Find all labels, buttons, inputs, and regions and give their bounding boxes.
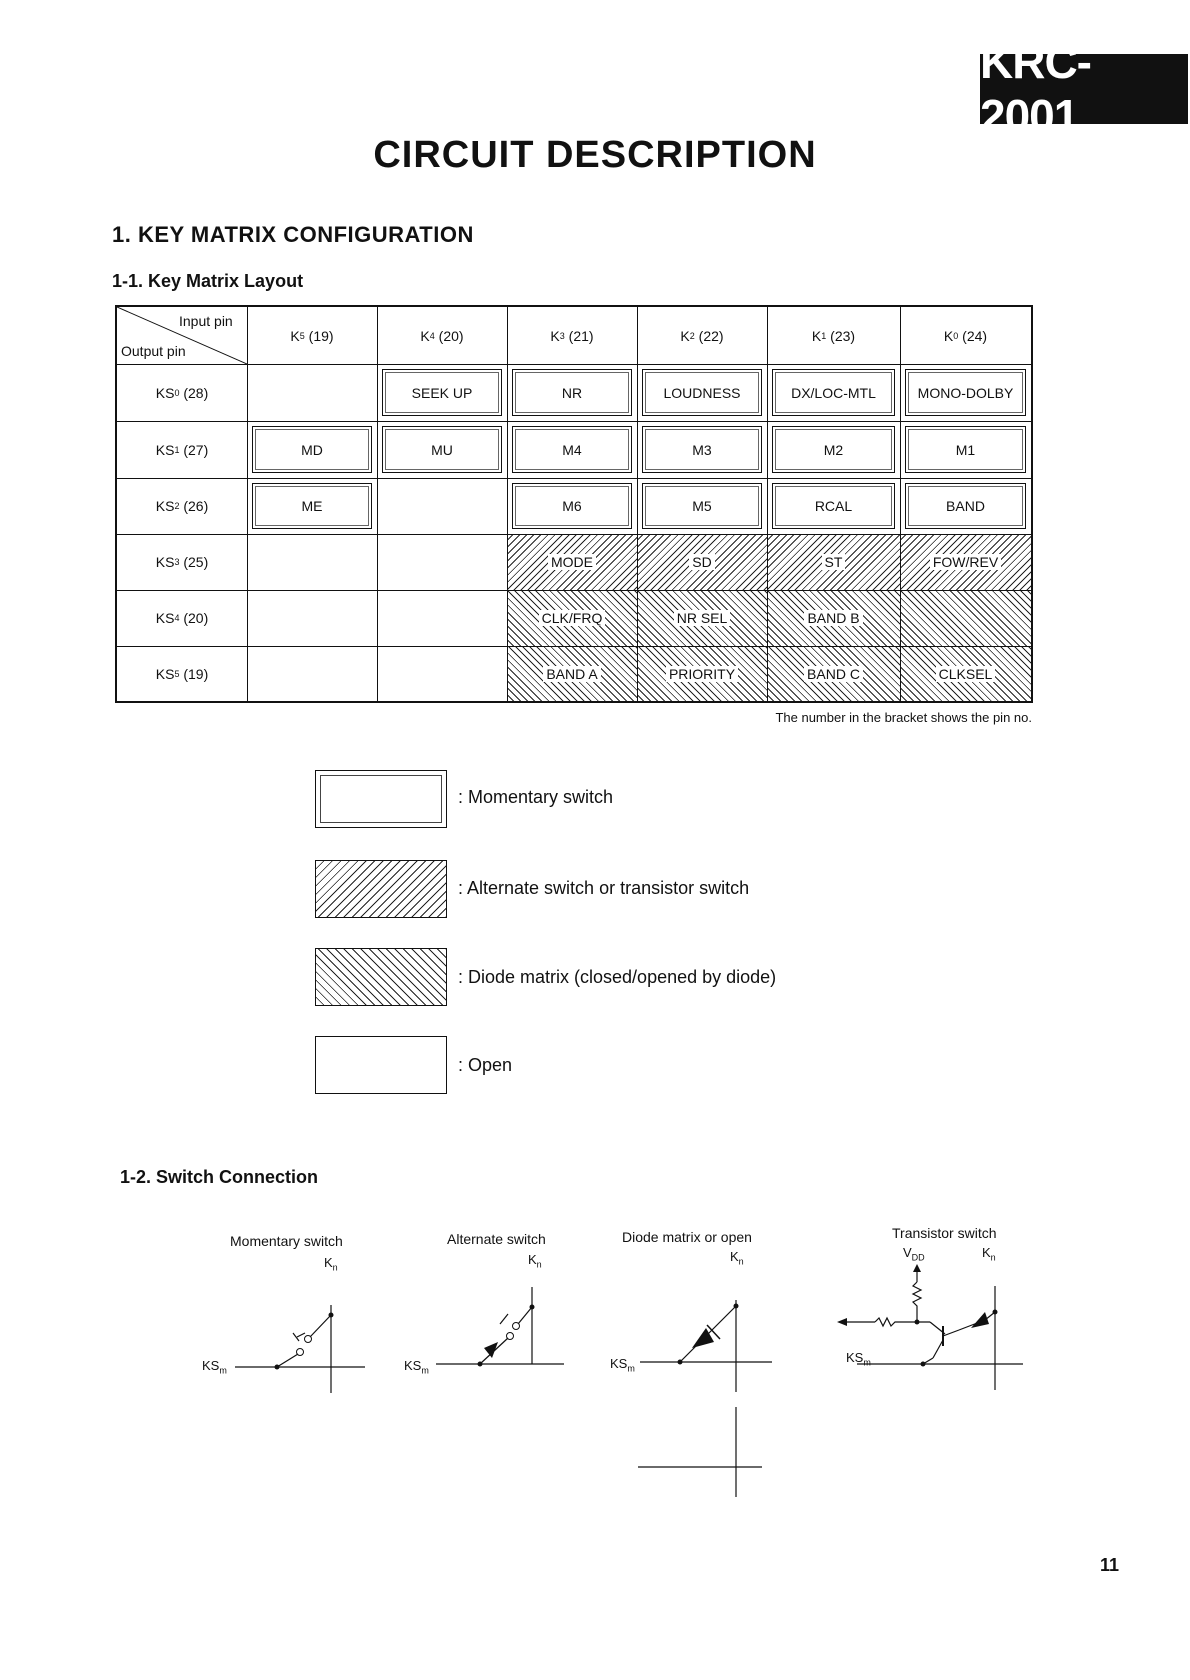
column-sub: 2 xyxy=(689,330,695,341)
matrix-cell-diode xyxy=(900,646,1031,701)
matrix-cell-label: BAND B xyxy=(804,610,862,626)
open-schematic xyxy=(636,1405,766,1500)
ksm-text: KS xyxy=(846,1350,864,1365)
row-header-ks5 xyxy=(117,646,247,701)
grid-line xyxy=(247,307,248,701)
matrix-cell-label: SD xyxy=(689,554,714,570)
diode-kn-label xyxy=(730,1249,744,1267)
transistor-vdd-label xyxy=(903,1245,925,1263)
switch-connection-heading: 1-2. Switch Connection xyxy=(120,1167,319,1187)
vdd-sub: DD xyxy=(911,1252,925,1263)
column-name: K xyxy=(420,327,430,344)
alternate-diagram-title: Alternate switch xyxy=(447,1231,546,1247)
column-pin: (21) xyxy=(568,327,594,344)
matrix-cell-label: ST xyxy=(822,554,846,570)
matrix-cell-momentary xyxy=(512,369,632,416)
ksm-text: KS xyxy=(610,1356,628,1371)
matrix-cell-diode xyxy=(767,590,900,646)
matrix-cell-diode xyxy=(900,590,1031,646)
column-name: K xyxy=(290,327,300,344)
matrix-cell-label: MONO-DOLBY xyxy=(917,384,1014,401)
column-sub: 5 xyxy=(299,330,305,341)
matrix-cell-label: MD xyxy=(301,441,323,458)
corner-input-label: Input pin xyxy=(179,313,233,329)
matrix-cell-label: M5 xyxy=(692,498,712,514)
grid-line xyxy=(637,307,638,701)
row-sub: 1 xyxy=(174,444,180,455)
alternate-switch-schematic xyxy=(436,1272,568,1392)
matrix-cell-diode xyxy=(637,590,767,646)
matrix-cell-label: BAND C xyxy=(804,666,863,682)
row-sub: 2 xyxy=(174,501,180,511)
ksm-sub: m xyxy=(627,1363,635,1374)
matrix-cell-momentary xyxy=(642,426,762,473)
column-name: K xyxy=(550,327,560,344)
matrix-cell-alternate xyxy=(637,534,767,590)
matrix-cell-momentary xyxy=(905,426,1026,473)
column-name: K xyxy=(811,327,822,344)
matrix-cell-diode xyxy=(767,646,900,701)
column-sub: 0 xyxy=(953,330,959,341)
column-header-k3 xyxy=(507,307,637,364)
momentary-diagram-title: Momentary switch xyxy=(230,1233,343,1249)
ksm-sub: m xyxy=(421,1365,429,1376)
grid-line xyxy=(377,307,378,701)
grid-line xyxy=(117,364,1031,365)
matrix-cell-alternate xyxy=(507,534,637,590)
transistor-kn-label xyxy=(982,1245,996,1263)
row-pin: (25) xyxy=(183,554,209,570)
matrix-cell-label: CLK/FRQ xyxy=(539,610,606,626)
matrix-cell-momentary xyxy=(512,426,632,473)
kn-text: K xyxy=(982,1245,991,1260)
matrix-cell-label: NR SEL xyxy=(674,610,731,626)
row-header-ks4 xyxy=(117,590,247,646)
kn-text: K xyxy=(730,1249,739,1264)
matrix-cell-label: RCAL xyxy=(814,498,853,514)
page-number: 11 xyxy=(1100,1555,1120,1575)
column-pin: (24) xyxy=(962,327,988,344)
legend-alternate-text: : Alternate switch or transistor switch xyxy=(458,878,750,898)
row-name: KS xyxy=(155,384,175,401)
row-pin: (19) xyxy=(183,665,209,682)
row-header-ks0 xyxy=(117,364,247,421)
grid-line xyxy=(117,421,1031,422)
row-pin: (26) xyxy=(183,498,209,514)
vdd-text: V xyxy=(903,1245,912,1260)
column-name: K xyxy=(943,327,954,344)
row-name: KS xyxy=(155,441,175,458)
matrix-cell-diode xyxy=(637,646,767,701)
column-pin: (22) xyxy=(698,327,724,344)
kn-sub: n xyxy=(332,1262,338,1273)
row-pin: (28) xyxy=(183,384,209,401)
page-title: CIRCUIT DESCRIPTION xyxy=(373,134,817,176)
grid-line xyxy=(117,590,1031,591)
matrix-cell-label: PRIORITY xyxy=(666,666,738,682)
matrix-cell-alternate xyxy=(767,534,900,590)
transistor-switch-schematic xyxy=(835,1262,1025,1392)
section-heading: 1. KEY MATRIX CONFIGURATION xyxy=(112,222,474,247)
matrix-cell-momentary xyxy=(905,483,1026,529)
matrix-cell-momentary xyxy=(905,369,1026,416)
momentary-ksm-label xyxy=(202,1358,227,1376)
row-sub: 5 xyxy=(174,668,180,679)
column-sub: 1 xyxy=(821,330,827,341)
legend-open-text: : Open xyxy=(458,1055,513,1075)
matrix-cell-momentary xyxy=(772,483,895,529)
matrix-cell-label: M1 xyxy=(955,441,976,458)
row-sub: 3 xyxy=(174,557,180,567)
legend-momentary-swatch xyxy=(315,770,447,828)
key-matrix-table xyxy=(115,305,1033,703)
matrix-cell-label: BAND A xyxy=(543,666,600,682)
kn-text: K xyxy=(528,1252,537,1267)
matrix-cell-momentary xyxy=(512,483,632,529)
legend-open-swatch xyxy=(315,1036,447,1094)
grid-line xyxy=(117,534,1031,535)
matrix-cell-label: CLKSEL xyxy=(936,666,996,682)
matrix-cell-label: SEEK UP xyxy=(411,384,473,401)
ksm-sub: m xyxy=(219,1365,227,1376)
row-pin: (27) xyxy=(183,441,209,458)
ksm-text: KS xyxy=(404,1358,422,1373)
grid-line xyxy=(117,646,1031,647)
transistor-diagram-title: Transistor switch xyxy=(892,1225,997,1241)
model-badge: KRC-2001 xyxy=(980,54,1188,124)
kn-sub: n xyxy=(990,1252,996,1263)
column-sub: 4 xyxy=(429,330,435,341)
row-sub: 0 xyxy=(174,387,180,398)
matrix-cell-momentary xyxy=(382,369,502,416)
grid-line xyxy=(767,307,768,701)
column-header-k1 xyxy=(767,307,900,364)
matrix-cell-label: MU xyxy=(431,441,453,458)
matrix-cell-label: MODE xyxy=(548,554,596,570)
legend-diode-swatch xyxy=(315,948,447,1006)
pin-note: The number in the bracket shows the pin no. xyxy=(775,710,1032,725)
row-header-ks1 xyxy=(117,421,247,478)
column-name: K xyxy=(680,327,690,344)
matrix-cell-label: NR xyxy=(561,384,583,401)
key-matrix-heading: 1-1. Key Matrix Layout xyxy=(112,271,304,291)
column-header-k5 xyxy=(247,307,377,364)
legend-momentary-text: : Momentary switch xyxy=(458,787,614,807)
matrix-cell-label: M3 xyxy=(692,441,712,458)
column-header-k4 xyxy=(377,307,507,364)
momentary-switch-schematic xyxy=(235,1275,370,1395)
kn-text: K xyxy=(324,1255,333,1270)
kn-sub: n xyxy=(536,1259,542,1270)
matrix-cell-label: BAND xyxy=(946,498,985,514)
column-pin: (19) xyxy=(308,327,334,344)
column-sub: 3 xyxy=(559,330,565,341)
grid-line xyxy=(117,478,1031,479)
diode-diagram-title: Diode matrix or open xyxy=(622,1229,752,1245)
matrix-cell-momentary xyxy=(772,369,895,416)
row-name: KS xyxy=(155,610,175,626)
matrix-cell-label: M4 xyxy=(562,441,582,458)
alternate-kn-label xyxy=(528,1252,542,1270)
matrix-cell-momentary xyxy=(252,426,372,473)
diode-ksm-label xyxy=(610,1356,635,1374)
column-header-k2 xyxy=(637,307,767,364)
matrix-cell-diode xyxy=(507,590,637,646)
matrix-cell-momentary xyxy=(382,426,502,473)
row-header-ks3 xyxy=(117,534,247,590)
matrix-cell-label: DX/LOC-MTL xyxy=(791,384,876,401)
column-header-k0 xyxy=(900,307,1031,364)
row-name: KS xyxy=(155,665,175,682)
matrix-cell-momentary xyxy=(252,483,372,529)
matrix-cell-label: M6 xyxy=(562,498,582,514)
grid-line xyxy=(900,307,901,701)
alternate-ksm-label xyxy=(404,1358,429,1376)
row-pin: (20) xyxy=(183,610,209,626)
matrix-cell-momentary xyxy=(642,369,762,416)
ksm-text: KS xyxy=(202,1358,220,1373)
row-name: KS xyxy=(155,498,175,514)
matrix-cell-momentary xyxy=(642,483,762,529)
momentary-kn-label xyxy=(324,1255,338,1273)
matrix-cell-diode xyxy=(507,646,637,701)
corner-output-label: Output pin xyxy=(121,343,186,359)
row-name: KS xyxy=(155,554,175,570)
legend-diode-text: : Diode matrix (closed/opened by diode) xyxy=(458,967,777,987)
ksm-sub: m xyxy=(863,1357,871,1368)
column-pin: (23) xyxy=(830,327,856,344)
row-sub: 4 xyxy=(174,613,180,623)
row-header-ks2 xyxy=(117,478,247,534)
column-pin: (20) xyxy=(438,327,464,344)
matrix-cell-momentary xyxy=(772,426,895,473)
matrix-cell-alternate xyxy=(900,534,1031,590)
grid-line xyxy=(507,307,508,701)
matrix-cell-label: FOW/REV xyxy=(930,554,1001,570)
legend-alternate-swatch xyxy=(315,860,447,918)
diode-matrix-schematic xyxy=(640,1270,775,1395)
matrix-cell-label: ME xyxy=(301,498,323,514)
matrix-cell-label: LOUDNESS xyxy=(663,384,741,401)
kn-sub: n xyxy=(738,1256,744,1267)
matrix-cell-label: M2 xyxy=(823,441,844,458)
